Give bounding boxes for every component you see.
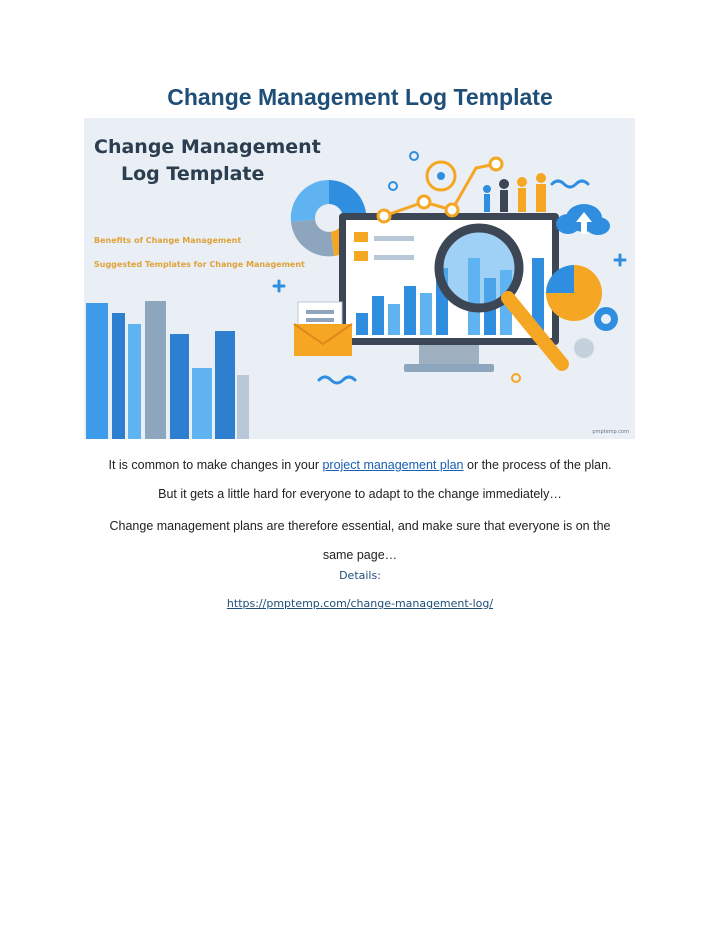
banner-image — [84, 118, 635, 439]
banner-credit: pmptemp.com — [592, 429, 629, 435]
details-label: Details: — [339, 569, 381, 582]
paragraph-1-before: It is common to make changes in your — [108, 458, 323, 472]
paragraph-3-line2: same page… — [322, 548, 398, 562]
details-url-link[interactable]: https://pmptemp.com/change-management-log/ — [226, 597, 494, 610]
banner-title-line2: Log Template — [121, 163, 265, 185]
paragraph-2: But it gets a little hard for everyone to adapt to the change immediately… — [158, 487, 562, 501]
banner-subtitle-benefits: Benefits of Change Management — [94, 236, 242, 245]
banner-subtitle-templates: Suggested Templates for Change Management — [94, 260, 305, 269]
paragraph-1-after: or the process of the plan. — [463, 458, 612, 472]
trend-line-graphic — [378, 158, 546, 222]
details-url-container — [0, 597, 720, 610]
paragraph-1 — [0, 458, 720, 472]
page-title: Change Management Log Template — [167, 84, 553, 110]
paragraph-3-line1: Change management plans are therefore essential, and make sure that everyone is on the — [109, 519, 611, 533]
cloud-graphic — [556, 204, 610, 235]
banner-title — [94, 134, 321, 188]
bar-chart-graphic — [86, 301, 249, 439]
banner-title-line1: Change Management — [94, 136, 321, 158]
project-management-plan-link[interactable]: project management plan — [322, 458, 464, 472]
